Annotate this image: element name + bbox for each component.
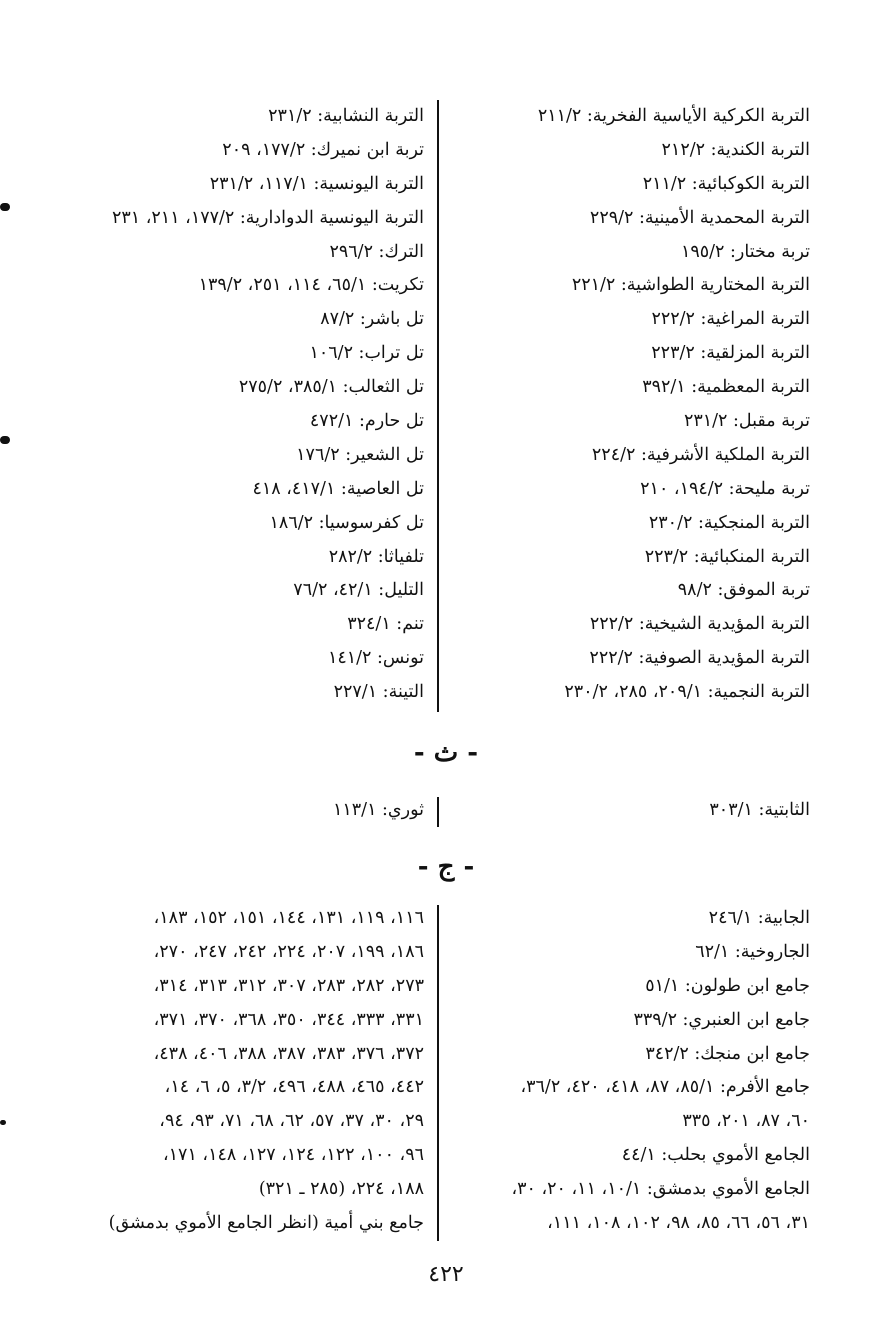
index-entry: تربة الموفق: ٩٨/٢ <box>677 580 810 601</box>
index-entry: ٢٩، ٣٠، ٣٧، ٥٧، ٦٢، ٦٨، ٧١، ٩٣، ٩٤، <box>159 1111 424 1132</box>
column-divider <box>437 905 439 1241</box>
index-entry: ٩٦، ١٠٠، ١٢٢، ١٢٤، ١٢٧، ١٤٨، ١٧١، <box>163 1145 424 1166</box>
index-entry: ثوري: ١١٣/١ <box>332 800 424 820</box>
index-entry: ٣١، ٥٦، ٦٦، ٨٥، ٩٨، ١٠٢، ١٠٨، ١١١، <box>547 1213 810 1234</box>
index-entry: ١٨٦، ١٩٩، ٢٠٧، ٢٢٤، ٢٤٢، ٢٤٧، ٢٧٠، <box>153 941 424 962</box>
index-entry: ٣٧٢، ٣٧٦، ٣٨٣، ٣٨٧، ٣٨٨، ٤٠٦، ٤٣٨، <box>153 1043 424 1064</box>
index-entry: التربة النجمية: ٢٠٩/١، ٢٨٥، ٢٣٠/٢ <box>564 682 810 703</box>
index-entry: التربة الكركية الأياسية الفخرية: ٢١١/٢ <box>537 106 810 126</box>
index-entry: التينة: ٢٢٧/١ <box>333 682 424 703</box>
scan-edge-mark <box>0 203 10 211</box>
index-entry: الجامع الأموي بدمشق: ١٠/١، ١١، ٢٠، ٣٠، <box>511 1179 810 1200</box>
index-entry: ١١٦، ١١٩، ١٣١، ١٤٤، ١٥١، ١٥٢، ١٨٣، <box>153 908 424 928</box>
index-entry: التربة المؤيدية الصوفية: ٢٢٢/٢ <box>589 648 810 669</box>
ta-left-column <box>4 100 424 710</box>
index-entry: التربة المختارية الطواشية: ٢٢١/٢ <box>571 275 810 296</box>
index-entry: التربة المعظمية: ٣٩٢/١ <box>642 377 810 398</box>
index-entry: ١٨٨، ٢٢٤، (٢٨٥ ـ ٣٢١) <box>258 1179 424 1200</box>
index-entry: التليل: ٤٢/١، ٧٦/٢ <box>293 580 424 601</box>
index-entry: تل الشعير: ١٧٦/٢ <box>296 444 424 465</box>
index-entry: الجامع الأموي بحلب: ٤٤/١ <box>621 1145 810 1166</box>
index-entry: التربة اليونسية: ١١٧/١، ٢٣١/٢ <box>209 173 424 194</box>
index-entry: التربة الكندية: ٢١٢/٢ <box>661 139 810 160</box>
index-entry: ٦٠، ٨٧، ٢٠١، ٣٣٥ <box>682 1111 810 1132</box>
page-number: ٤٢٢ <box>428 1262 464 1287</box>
index-entry: تربة مليحة: ١٩٤/٢، ٢١٠ <box>640 478 810 499</box>
jim-right-column <box>455 902 810 1241</box>
index-entry: جامع ابن العنبري: ٣٣٩/٢ <box>633 1009 810 1030</box>
index-entry: تل العاصية: ٤١٧/١، ٤١٨ <box>252 478 424 499</box>
index-entry: تربة ابن نميرك: ١٧٧/٢، ٢٠٩ <box>222 139 424 160</box>
index-entry: ٤٤٢، ٤٦٥، ٤٨٨، ٤٩٦، ٣/٢، ٥، ٦، ١٤، <box>164 1077 424 1098</box>
index-entry: جامع بني أمية (انظر الجامع الأموي بدمشق) <box>108 1213 424 1234</box>
index-entry: التربة النشابية: ٢٣١/٢ <box>268 106 424 126</box>
index-entry: التربة المؤيدية الشيخية: ٢٢٢/٢ <box>589 614 810 635</box>
index-entry: التربة المنكبائية: ٢٢٣/٢ <box>644 546 810 567</box>
index-entry: الجاروخية: ٦٢/١ <box>695 941 810 962</box>
index-entry: ٢٧٣، ٢٨٢، ٢٨٣، ٣٠٧، ٣١٢، ٣١٣، ٣١٤، <box>153 975 424 996</box>
index-entry: جامع ابن طولون: ٥١/١ <box>645 975 810 996</box>
column-divider <box>437 100 439 712</box>
index-entry: التربة الملكية الأشرفية: ٢٢٤/٢ <box>591 444 810 465</box>
index-entry: التربة المزلقية: ٢٢٣/٢ <box>651 343 810 364</box>
index-entry: الجابية: ٢٤٦/١ <box>708 908 810 928</box>
section-heading-tha: - ث - <box>413 738 479 768</box>
column-divider <box>437 797 439 827</box>
index-entry: تل الثعالب: ٣٨٥/١، ٢٧٥/٢ <box>238 377 424 398</box>
tha-right-column <box>455 794 810 828</box>
index-entry: الثابتية: ٣٠٣/١ <box>709 800 810 820</box>
jim-left-column <box>4 902 424 1241</box>
index-entry: تل كفرسوسيا: ١٨٦/٢ <box>269 512 424 533</box>
scan-edge-mark <box>0 1120 6 1125</box>
index-entry: جامع ابن منجك: ٣٤٢/٢ <box>645 1043 810 1064</box>
index-entry: تنم: ٣٢٤/١ <box>347 614 424 635</box>
index-entry: التربة المحمدية الأمينية: ٢٢٩/٢ <box>589 207 810 228</box>
index-entry: جامع الأفرم: ٨٥/١، ٨٧، ٤١٨، ٤٢٠، ٣٦/٢، <box>520 1077 810 1098</box>
index-entry: تكريت: ٦٥/١، ١١٤، ٢٥١، ١٣٩/٢ <box>198 275 424 296</box>
scan-edge-mark <box>0 436 10 444</box>
index-entry: تل تراب: ١٠٦/٢ <box>309 343 424 364</box>
index-entry: تربة مقبل: ٢٣١/٢ <box>683 411 810 432</box>
index-entry: ٣٣١، ٣٣٣، ٣٤٤، ٣٥٠، ٣٦٨، ٣٧٠، ٣٧١، <box>153 1009 424 1030</box>
ta-right-column <box>455 100 810 710</box>
index-entry: تونس: ١٤١/٢ <box>327 648 424 669</box>
index-entry: التربة اليونسية الدوادارية: ١٧٧/٢، ٢١١، ٢٣١ <box>111 207 424 228</box>
index-entry: تلفياثا: ٢٨٢/٢ <box>328 546 424 567</box>
index-entry: التربة المنجكية: ٢٣٠/٢ <box>648 512 810 533</box>
index-entry: تربة مختار: ١٩٥/٢ <box>680 241 810 262</box>
index-entry: تل حارم: ٤٧٢/١ <box>309 411 424 432</box>
index-entry: التربة المراغية: ٢٢٢/٢ <box>651 309 810 330</box>
index-entry: تل باشر: ٨٧/٢ <box>320 309 424 330</box>
tha-left-column <box>4 794 424 828</box>
index-entry: الترك: ٢٩٦/٢ <box>329 241 424 262</box>
index-entry: التربة الكوكبائية: ٢١١/٢ <box>642 173 810 194</box>
section-heading-jim: - ج - <box>417 852 475 882</box>
